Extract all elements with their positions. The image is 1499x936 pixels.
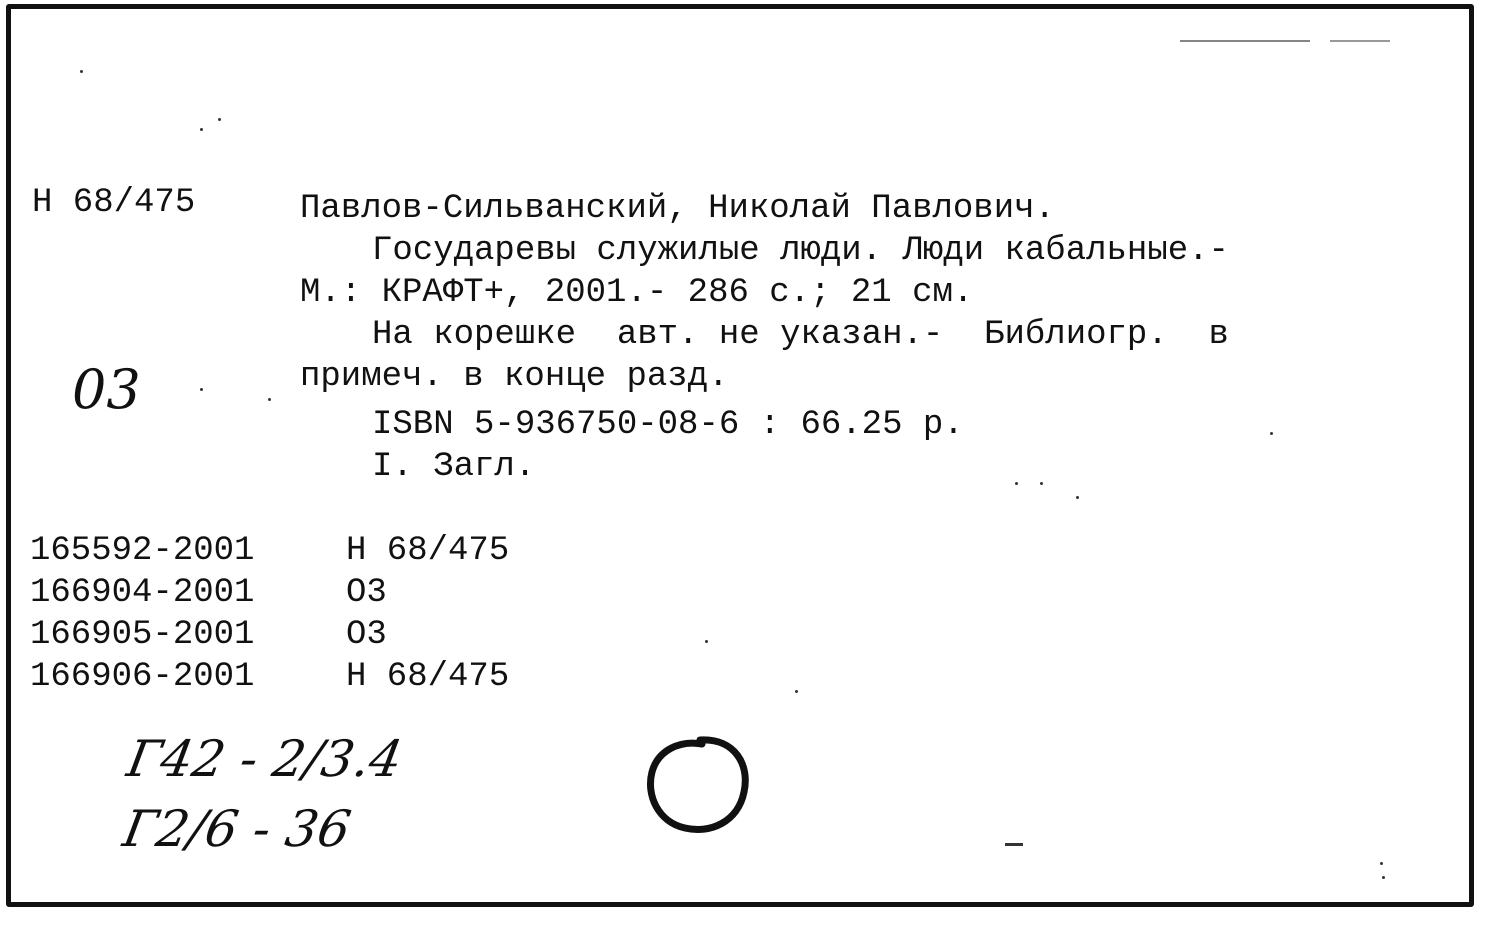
note-line-2: примеч. в конце разд. (300, 358, 729, 396)
title-line-1: Государевы служилые люди. Люди кабальные.- (372, 232, 1229, 270)
scan-artifact (80, 70, 83, 73)
inventory-number: 166904-2001 (30, 574, 255, 612)
inventory-location: О3 (346, 574, 387, 612)
title-line-2: М.: КРАФТ+, 2001.- 286 с.; 21 см. (300, 274, 974, 312)
scan-artifact (1270, 432, 1273, 435)
inventory-location: Н 68/475 (346, 658, 510, 696)
scan-artifact (1015, 482, 1018, 485)
scan-artifact (1380, 862, 1383, 865)
inventory-number: 166906-2001 (30, 658, 255, 696)
scan-artifact (200, 388, 203, 391)
inventory-number: 166905-2001 (30, 616, 255, 654)
scan-artifact (200, 128, 203, 131)
inventory-location: Н 68/475 (346, 532, 510, 570)
inventory-location: О3 (346, 616, 387, 654)
scan-artifact (268, 398, 271, 401)
scan-artifact (795, 690, 798, 693)
handwritten-location-mark: 03 (72, 358, 141, 421)
tracing-line: I. Загл. (372, 448, 536, 486)
scan-artifact (1330, 40, 1390, 42)
scan-artifact (1076, 496, 1079, 499)
handwritten-code-2: Г2/6 - 36 (118, 800, 356, 858)
scan-artifact (218, 118, 221, 121)
scan-artifact (705, 640, 708, 643)
isbn-line: ISBN 5-936750-08-6 : 66.25 р. (372, 406, 964, 444)
scan-artifact (1040, 482, 1043, 485)
scan-artifact (1382, 876, 1385, 879)
note-line-1: На корешке авт. не указан.- Библиогр. в (372, 316, 1229, 354)
shelfmark: Н 68/475 (32, 184, 196, 222)
handwritten-code-1: Г42 - 2/3.4 (122, 730, 407, 788)
scan-artifact (1180, 40, 1310, 42)
inventory-number: 165592-2001 (30, 532, 255, 570)
scan-artifact (1005, 843, 1023, 846)
handwritten-circle-mark (640, 730, 760, 840)
author-heading: Павлов-Сильванский, Николай Павлович. (300, 190, 1055, 228)
